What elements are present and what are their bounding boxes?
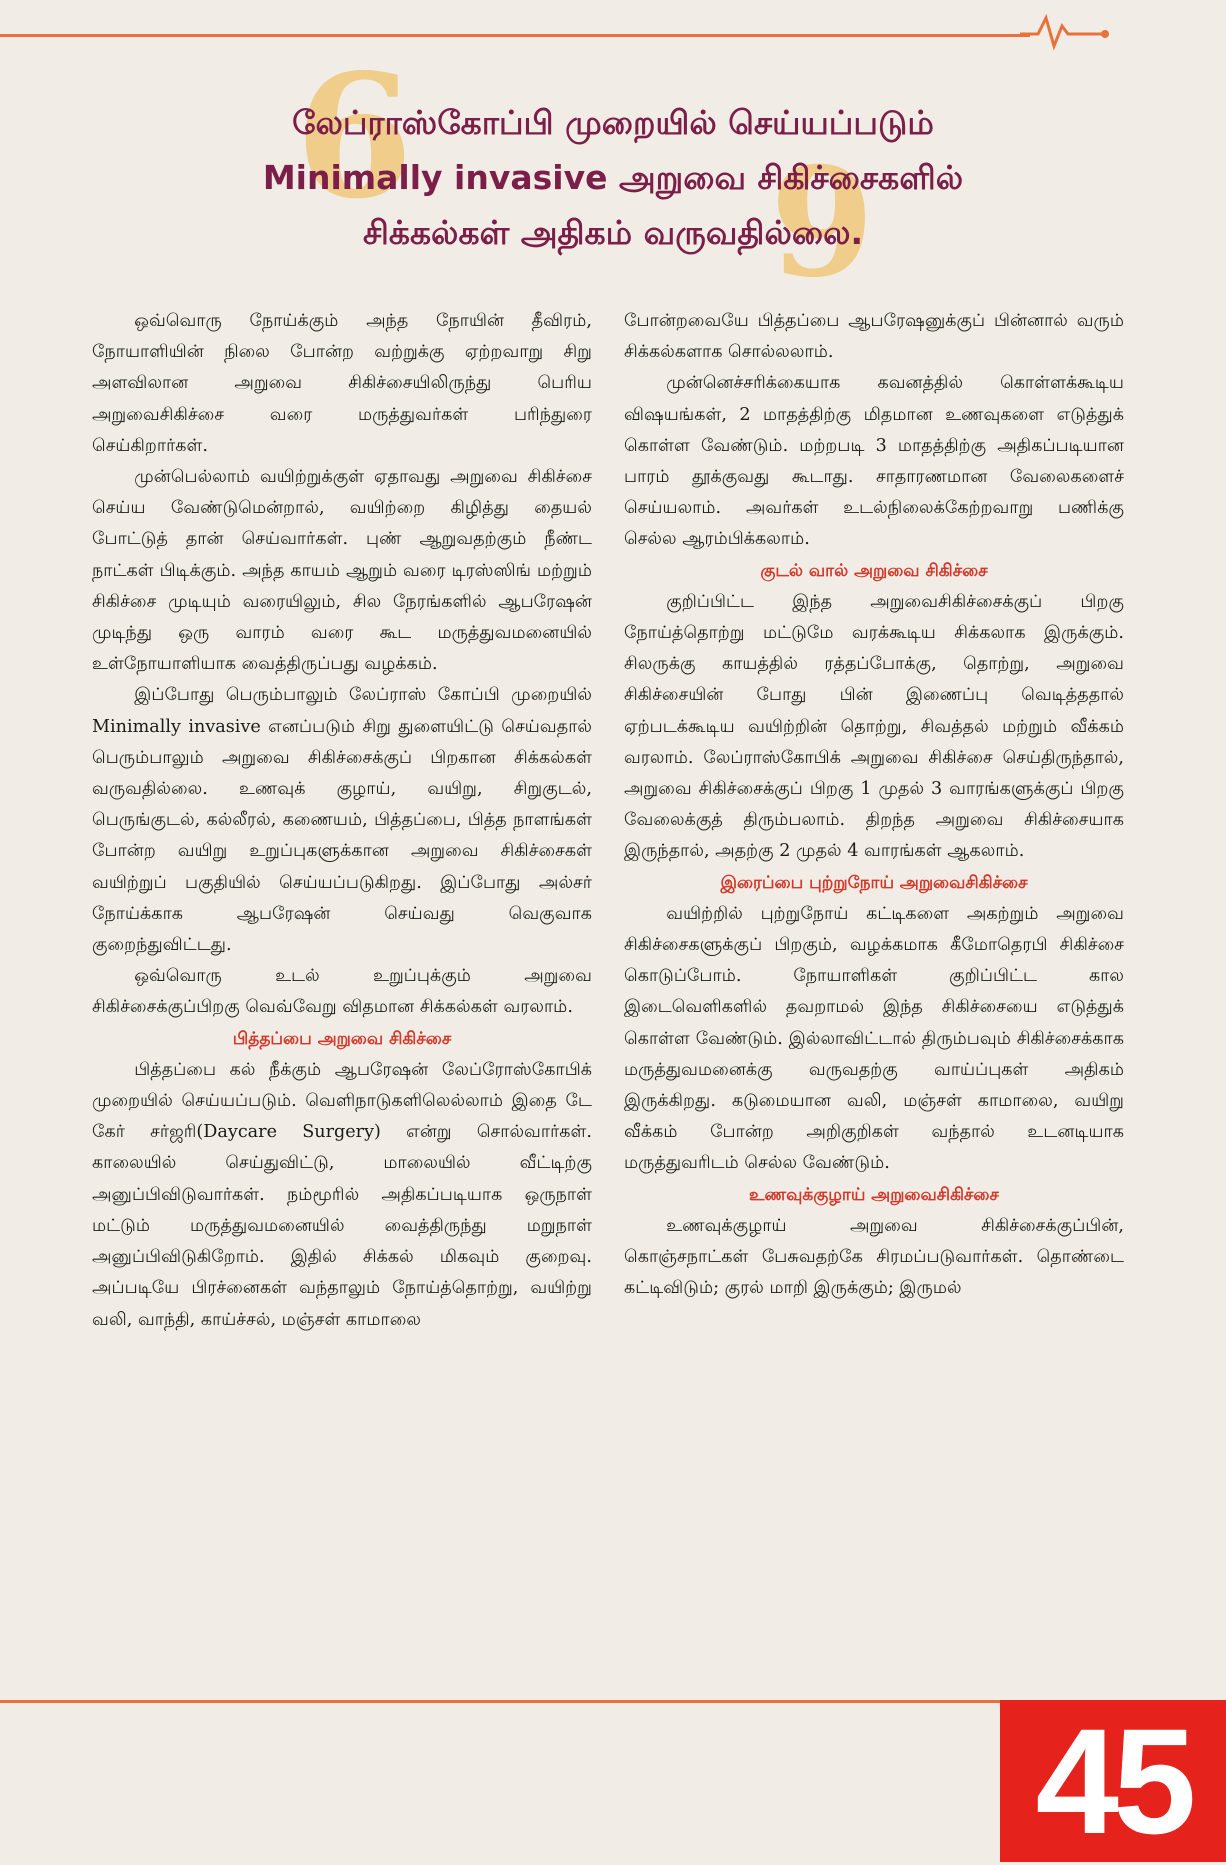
bottom-rule	[0, 1700, 1000, 1703]
paragraph: முன்பெல்லாம் வயிற்றுக்குள் ஏதாவது அறுவை சிகிச்சை செய்ய வேண்டுமென்றால், வயிற்றை கிழித்து தையல் போட்டுத் தான் செய்வார்கள். புண் ஆறுவதற்கும் நீண்ட நாட்கள் பிடிக்கும். அந்த காயம் ஆறும் வரை டிரஸ்ஸிங் மற்றும் சிகிச்சை முடியும் வரையிலும், சில நேரங்களில் ஆபரேஷன் முடிந்து ஒரு வாரம் வரை கூட மருத்துவமனையில் உள்நோயாளியாக வைத்திருப்பது வழக்கம்.	[92, 467, 592, 675]
article-title	[60, 95, 1166, 260]
pulse-line-icon	[1020, 12, 1110, 52]
paragraph: ஒவ்வொரு நோய்க்கும் அந்த நோயின் தீவிரம், நோயாளியின் நிலை போன்ற வற்றுக்கு ஏற்றவாறு சிறு அளவிலான அறுவை சிகிச்சையிலிருந்து பெரிய அறுவைசிகிச்சை வரை மருத்துவர்கள் பரிந்துரை செய்கிறார்கள்.	[92, 311, 592, 456]
paragraph: வயிற்றில் புற்றுநோய் கட்டிகளை அகற்றும் அறுவை சிகிச்சைகளுக்குப் பிறகும், வழக்கமாக கீமோதெரபி சிகிச்சை கொடுப்போம். நோயாளிகள் குறிப்பிட்ட கால இடைவெளிகளில் தவறாமல் இந்த சிகிச்சையை எடுத்துக் கொள்ள வேண்டும். இல்லாவிட்டால் திரும்பவும் சிகிச்சைக்காக மருத்துவமனைக்கு வருவதற்கு வாய்ப்புகள் அதிகம் இருக்கிறது. கடுமையான வலி, மஞ்சள் காமாலை, வயிறு வீக்கம் போன்ற அறிகுறிகள் வந்தால் உடனடியாக மருத்துவரிடம் செல்ல வேண்டும்.	[624, 903, 1124, 1174]
section-heading: பித்தப்பை அறுவை சிகிச்சை	[232, 1028, 452, 1049]
paragraph: இப்போது பெரும்பாலும் லேப்ராஸ் கோப்பி முறையில் Minimally invasive எனப்படும் சிறு துளையிட்டு செய்வதால் பெரும்பாலும் அறுவை சிகிச்சைக்குப் பிறகான சிக்கல்கள் வருவதில்லை. உணவுக் குழாய், வயிறு, சிறுகுடல், பெருங்குடல், கல்லீரல், கணையம், பித்தப்பை, பித்த நாளங்கள் போன்ற வயிறு உறுப்புகளுக்கான அறுவை சிகிச்சைகள் வயிற்றுப் பகுதியில் செய்யப்படுகிறது. இப்போது அல்சர் நோய்க்காக ஆபரேஷன் செய்வது வெகுவாக குறைந்துவிட்டது.	[92, 685, 592, 956]
title-line: சிக்கல்கள் அதிகம் வருவதில்லை.	[362, 213, 864, 252]
section-heading: இரைப்பை புற்றுநோய் அறுவைசிகிச்சை	[720, 872, 1028, 893]
paragraph: உணவுக்குழாய் அறுவை சிகிச்சைக்குப்பின், கொஞ்சநாட்கள் பேசுவதற்கே சிரமப்படுவார்கள். தொண்டை கட்டிவிடும்; குரல் மாறி இருக்கும்; இருமல்	[624, 1215, 1124, 1299]
left-column	[92, 306, 592, 1336]
decorative-glyph: 6	[295, 37, 414, 237]
paragraph: ஒவ்வொரு உடல் உறுப்புக்கும் அறுவை சிகிச்சைக்குப்பிறகு வெவ்வேறு விதமான சிக்கல்கள் வரலாம்.	[92, 966, 592, 1018]
section-heading: உணவுக்குழாய் அறுவைசிகிச்சை	[749, 1184, 999, 1205]
right-column	[624, 306, 1124, 1305]
title-line: லேப்ராஸ்கோப்பி முறையில் செய்யப்படும்	[292, 103, 934, 142]
page-number: 45	[1000, 1700, 1226, 1862]
decorative-glyph: 9	[770, 135, 875, 311]
section-heading: குடல் வால் அறுவை சிகிச்சை	[760, 560, 988, 581]
title-line: Minimally invasive அறுவை சிகிச்சைகளில்	[262, 158, 964, 197]
paragraph: முன்னெச்சரிக்கையாக கவனத்தில் கொள்ளக்கூடிய விஷயங்கள், 2 மாதத்திற்கு மிதமான உணவுகளை எடுத்துக் கொள்ள வேண்டும். மற்றபடி 3 மாதத்திற்கு அதிகப்படியான பாரம் தூக்குவது கூடாது. சாதாரணமான வேலைகளைச் செய்யலாம். அவர்கள் உடல்நிலைக்கேற்றவாறு பணிக்கு செல்ல ஆரம்பிக்கலாம்.	[624, 373, 1124, 550]
paragraph: பித்தப்பை கல் நீக்கும் ஆபரேஷன் லேப்ரோஸ்கோபிக் முறையில் செய்யப்படும். வெளிநாடுகளிலெல்லாம் இதை டே கேர் சர்ஜரி(Daycare Surgery) என்று சொல்வார்கள். காலையில் செய்துவிட்டு, மாலையில் வீட்டிற்கு அனுப்பிவிடுவார்கள். நம்மூரில் அதிகப்படியாக ஒருநாள் மட்டும் மருத்துவமனையில் வைத்திருந்து மறுநாள் அனுப்பிவிடுகிறோம். இதில் சிக்கல் மிகவும் குறைவு. அப்படியே பிரச்னைகள் வந்தாலும் நோய்த்தொற்று, வயிற்று வலி, வாந்தி, காய்ச்சல், மஞ்சள் காமாலை	[92, 1059, 592, 1330]
top-rule	[0, 34, 1030, 37]
paragraph: போன்றவையே பித்தப்பை ஆபரேஷனுக்குப் பின்னால் வரும் சிக்கல்களாக சொல்லலாம்.	[624, 311, 1124, 363]
paragraph: குறிப்பிட்ட இந்த அறுவைசிகிச்சைக்குப் பிறகு நோய்த்தொற்று மட்டுமே வரக்கூடிய சிக்கலாக இருக்கும். சிலருக்கு காயத்தில் ரத்தப்போக்கு, தொற்று, அறுவை சிகிச்சையின் போது பின் இணைப்பு வெடித்ததால் ஏற்படக்கூடிய வயிற்றின் தொற்று, சிவத்தல் மற்றும் வீக்கம் வரலாம். லேப்ராஸ்கோபிக் அறுவை சிகிச்சை செய்திருந்தால், அறுவை சிகிச்சைக்குப் பிறகு 1 முதல் 3 வாரங்களுக்குப் பிறகு வேலைக்குத் திரும்பலாம். திறந்த அறுவை சிகிச்சையாக இருந்தால், அதற்கு 2 முதல் 4 வாரங்கள் ஆகலாம்.	[624, 591, 1124, 862]
